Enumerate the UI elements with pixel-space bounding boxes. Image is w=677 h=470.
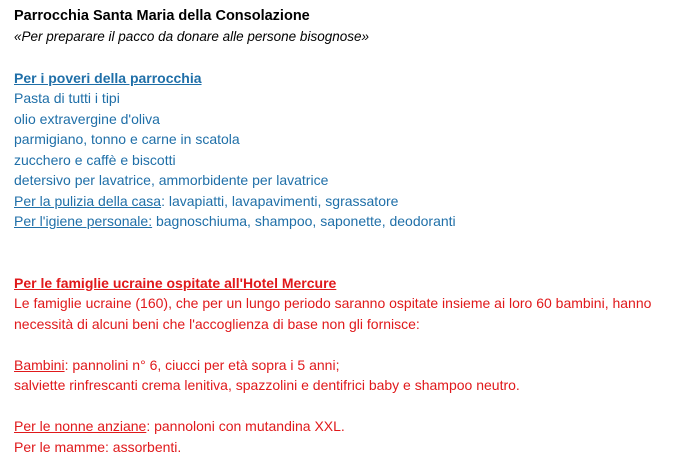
children-line-2: salviette rinfrescanti crema lenitiva, spazzolini e dentifrici baby e shampoo neutro. — [14, 377, 520, 393]
spacer — [14, 252, 669, 273]
document-page — [14, 6, 669, 457]
list-item: olio extravergine d'oliva — [14, 110, 160, 127]
cleaning-label: Per la pulizia della casa — [14, 192, 162, 209]
intro-line-2: necessità di alcuni beni che l'accoglienza di base non gli fornisce: — [14, 315, 420, 332]
list-item: detersivo per lavatrice, ammorbidente per lavatrice — [14, 172, 329, 188]
elderly-line — [14, 416, 669, 437]
hygiene-text: bagnoschiuma, shampoo, saponette, deodoranti — [152, 213, 456, 229]
children-line-1 — [14, 355, 669, 376]
section-ukraine-heading: Per le famiglie ucraine ospitate all'Hotel Mercure — [14, 274, 337, 291]
hygiene-label: Per l'igiene personale: — [14, 213, 153, 229]
document-title: Parrocchia Santa Maria della Consolazione — [14, 8, 310, 24]
document-subtitle: «Per preparare il pacco da donare alle persone bisognose» — [14, 28, 369, 44]
mothers-line: Per le mamme: assorbenti. — [14, 438, 182, 455]
section-poor-heading: Per i poveri della parrocchia — [14, 69, 202, 86]
elderly-text: : pannoloni con mutandina XXL. — [146, 418, 345, 434]
children-text: : pannolini n° 6, ciucci per età sopra i 5 anni; — [64, 356, 340, 373]
list-item: parmigiano, tonno e carne in scatola — [14, 131, 240, 147]
spacer — [14, 47, 669, 68]
cleaning-text: : lavapiatti, lavapavimenti, sgrassatore — [161, 192, 399, 209]
list-item-cleaning — [14, 191, 669, 212]
list-item-hygiene — [14, 211, 669, 232]
list-item: Pasta di tutti i tipi — [14, 90, 120, 106]
spacer — [14, 232, 669, 253]
intro-line-1: Le famiglie ucraine (160), che per un lungo periodo saranno ospitate insieme ai loro 60 bambini, hanno — [14, 295, 652, 311]
elderly-label: Per le nonne anziane — [14, 418, 147, 434]
spacer — [14, 396, 669, 417]
list-item: zucchero e caffè e biscotti — [14, 151, 176, 168]
children-label: Bambini — [14, 356, 65, 373]
spacer — [14, 334, 669, 355]
